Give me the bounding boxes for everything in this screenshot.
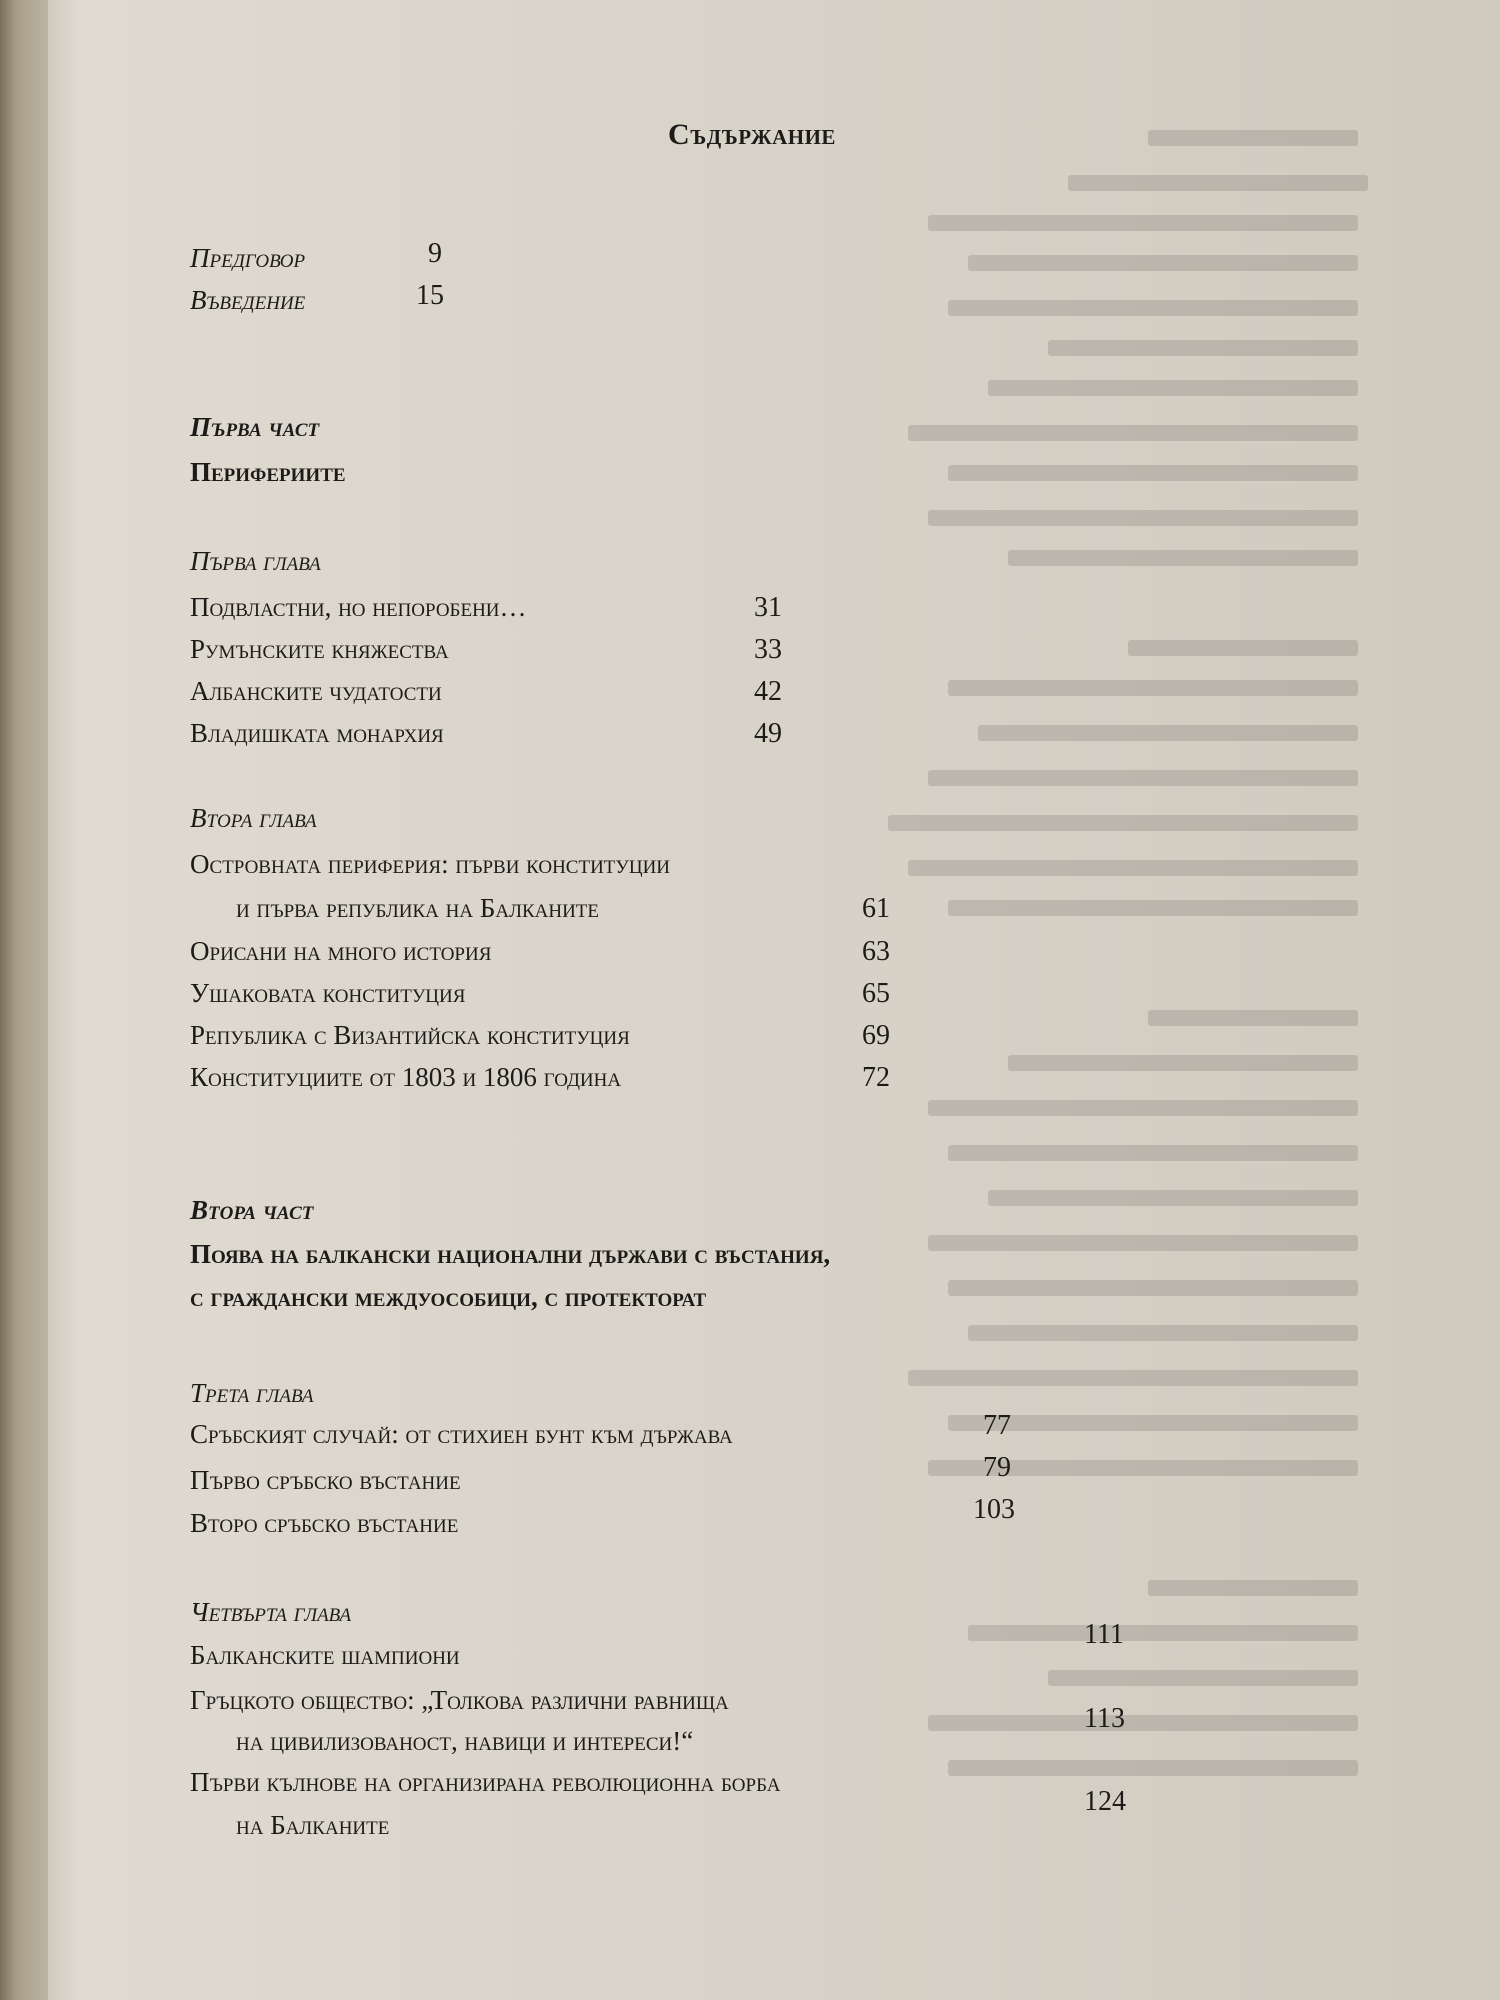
toc-entry: Подвластни, но непоробени… xyxy=(190,592,527,622)
toc-entry: Балканските шампиони xyxy=(190,1640,460,1670)
toc-entry: Република с Византийска конституция xyxy=(190,1020,630,1050)
toc-entry-page: 69 xyxy=(862,1020,890,1051)
toc-entry: Гръцкото общество: „Толкова различни равнища xyxy=(190,1685,729,1715)
part2-title-line2: с граждански междуособици, с протекторат xyxy=(190,1282,707,1312)
toc-entry: Орисани на много история xyxy=(190,936,492,966)
toc-entry: Сръбският случай: от стихиен бунт към държава xyxy=(190,1419,733,1449)
toc-entry-page: 111 xyxy=(1084,1619,1124,1650)
toc-entry-continuation: и първа република на Балканите xyxy=(236,893,600,923)
toc-entry-continuation: на цивилизованост, навици и интереси!“ xyxy=(236,1726,694,1756)
toc-entry-continuation: на Балканите xyxy=(236,1810,390,1840)
toc-entry: Ушаковата конституция xyxy=(190,978,466,1008)
introduction-page: 15 xyxy=(416,280,444,311)
chapter4-label: Четвърта глава xyxy=(190,1597,352,1627)
toc-entry-page: 79 xyxy=(983,1452,1011,1483)
toc-entry: Островната периферия: първи конституции xyxy=(190,849,671,879)
toc-entry-page: 124 xyxy=(1084,1786,1126,1817)
toc-entry: Румънските княжества xyxy=(190,634,449,664)
toc-entry-page: 72 xyxy=(862,1062,890,1093)
toc-entry-page: 33 xyxy=(754,634,782,665)
preface-page: 9 xyxy=(428,238,442,269)
toc-entry: Първи кълнове на организирана революционна борба xyxy=(190,1767,781,1797)
chapter1-label: Първа глава xyxy=(190,546,321,576)
part2-label: Втора част xyxy=(190,1195,314,1225)
toc-entry-page: 31 xyxy=(754,592,782,623)
introduction-label: Въведение xyxy=(190,285,306,315)
toc-entry-page: 77 xyxy=(983,1410,1011,1441)
toc-entry-page: 49 xyxy=(754,718,782,749)
toc-entry-page: 103 xyxy=(973,1494,1015,1525)
preface-label: Предговор xyxy=(190,243,306,273)
toc-entry: Конституциите от 1803 и 1806 година xyxy=(190,1062,622,1092)
part2-title-line1: Поява на балкански национални държави с въстания, xyxy=(190,1239,831,1269)
toc-entry: Владишката монархия xyxy=(190,718,444,748)
part1-label: Първа част xyxy=(190,412,320,442)
book-binding xyxy=(0,0,48,2000)
toc-entry: Второ сръбско въстание xyxy=(190,1508,459,1538)
book-page xyxy=(48,0,1500,2000)
chapter2-label: Втора глава xyxy=(190,803,317,833)
toc-entry: Албанските чудатости xyxy=(190,676,442,706)
toc-entry-page: 113 xyxy=(1084,1703,1125,1734)
toc-entry-page: 65 xyxy=(862,978,890,1009)
toc-entry-page: 61 xyxy=(862,893,890,924)
page-title: Съдържание xyxy=(668,118,836,151)
chapter3-label: Трета глава xyxy=(190,1378,314,1408)
toc-entry-page: 42 xyxy=(754,676,782,707)
toc-entry: Първо сръбско въстание xyxy=(190,1465,461,1495)
toc-entry-page: 63 xyxy=(862,936,890,967)
part1-title: Перифериите xyxy=(190,457,346,487)
